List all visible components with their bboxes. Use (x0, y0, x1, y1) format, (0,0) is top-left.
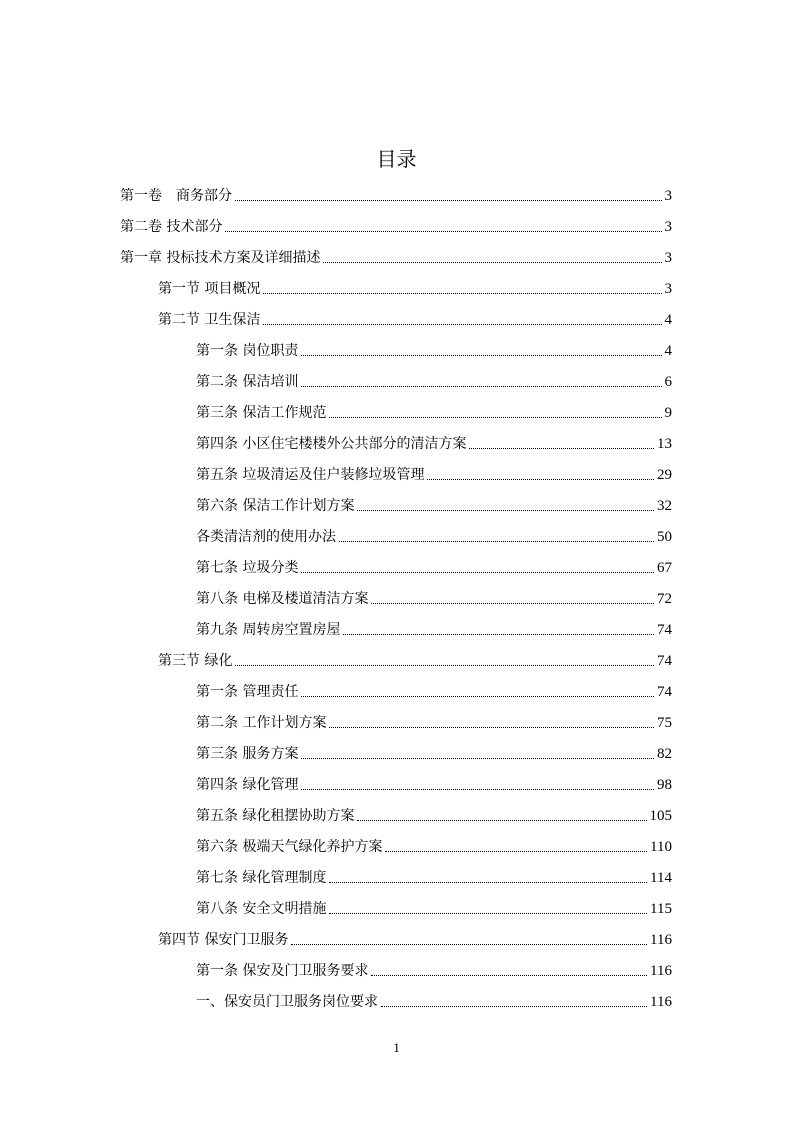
toc-entry[interactable] (196, 366, 672, 392)
toc-entry-label: 第九条 周转房空置房屋 (196, 622, 341, 638)
toc-entry-page: 74 (657, 684, 672, 700)
toc-entry-page: 3 (664, 281, 672, 297)
page-number: 1 (393, 1040, 400, 1055)
toc-dot-leader (263, 324, 661, 325)
toc-entry[interactable] (196, 831, 672, 857)
toc-entry-page: 29 (657, 467, 672, 483)
toc-entry-page: 116 (650, 994, 672, 1010)
toc-entry-label: 第四条 绿化管理 (196, 777, 299, 793)
toc-entry-label: 第七条 垃圾分类 (196, 560, 299, 576)
toc-entry-page: 116 (650, 963, 672, 979)
toc-entry-page: 75 (657, 715, 672, 731)
toc-entry-label: 第一卷 商务部分 (120, 188, 232, 204)
toc-entry-page: 4 (664, 343, 672, 359)
toc-entry-label: 第三条 保洁工作规范 (196, 405, 327, 421)
toc-entry-label: 第三条 服务方案 (196, 746, 299, 762)
toc-dot-leader (301, 758, 654, 759)
toc-entry-label: 第四节 保安门卫服务 (158, 932, 289, 948)
toc-entry[interactable] (196, 459, 672, 485)
toc-entry-label: 第八条 电梯及楼道清洁方案 (196, 591, 369, 607)
toc-entry-label: 第三节 绿化 (158, 653, 233, 669)
toc-entry-label: 第五条 绿化租摆协助方案 (196, 808, 355, 824)
toc-entry[interactable] (120, 242, 672, 268)
toc-entry[interactable] (196, 428, 672, 454)
toc-entry-page: 98 (657, 777, 672, 793)
toc-dot-leader (301, 696, 654, 697)
toc-entry-label: 第一章 投标技术方案及详细描述 (120, 250, 321, 266)
toc-entry[interactable] (196, 676, 672, 702)
toc-dot-leader (339, 541, 654, 542)
toc-entry-page: 114 (650, 870, 672, 886)
toc-dot-leader (301, 572, 654, 573)
toc-entry-label: 第二节 卫生保洁 (158, 312, 261, 328)
toc-entry[interactable] (158, 273, 672, 299)
toc-entry-label: 第五条 垃圾清运及住户装修垃圾管理 (196, 467, 425, 483)
toc-entry-page: 13 (657, 436, 672, 452)
toc-entry-page: 82 (657, 746, 672, 762)
toc-dot-leader (235, 200, 662, 201)
toc-entry-label: 第六条 保洁工作计划方案 (196, 498, 355, 514)
toc-entry-page: 110 (650, 839, 672, 855)
toc-entry[interactable] (158, 645, 672, 671)
toc-dot-leader (357, 510, 654, 511)
toc-entry-page: 6 (664, 374, 672, 390)
toc-entry-page: 116 (650, 932, 672, 948)
toc-entry-label: 第六条 极端天气绿化养护方案 (196, 839, 383, 855)
toc-entry-label: 各类清洁剂的使用办法 (196, 529, 336, 545)
toc-entry[interactable] (196, 955, 672, 981)
toc-entry-page: 32 (657, 498, 672, 514)
toc-dot-leader (385, 851, 647, 852)
toc-entry-page: 3 (664, 188, 672, 204)
toc-dot-leader (329, 913, 647, 914)
toc-dot-leader (291, 944, 647, 945)
toc-entry-label: 第一条 岗位职责 (196, 343, 299, 359)
toc-dot-leader (381, 1006, 647, 1007)
toc-dot-leader (323, 262, 661, 263)
toc-entry-page: 50 (657, 529, 672, 545)
toc-entry-label: 第一条 保安及门卫服务要求 (196, 963, 369, 979)
toc-dot-leader (469, 448, 654, 449)
toc-dot-leader (329, 727, 654, 728)
toc-entry[interactable] (196, 335, 672, 361)
toc-entry-label: 第四条 小区住宅楼楼外公共部分的清洁方案 (196, 436, 467, 452)
toc-entry[interactable] (196, 583, 672, 609)
toc-entry-page: 105 (649, 808, 672, 824)
toc-dot-leader (427, 479, 654, 480)
toc-entry-page: 3 (664, 250, 672, 266)
toc-entry-page: 74 (657, 622, 672, 638)
toc-entry-label: 第七条 绿化管理制度 (196, 870, 327, 886)
toc-entry[interactable] (158, 924, 672, 950)
toc-dot-leader (301, 355, 661, 356)
toc-entry-label: 一、保安员门卫服务岗位要求 (196, 994, 378, 1010)
toc-entry-page: 72 (657, 591, 672, 607)
toc-entry-page: 67 (657, 560, 672, 576)
toc-entry-label: 第一节 项目概况 (158, 281, 261, 297)
toc-dot-leader (329, 882, 647, 883)
toc-entry-page: 4 (664, 312, 672, 328)
toc-entry-label: 第二条 工作计划方案 (196, 715, 327, 731)
toc-entry[interactable] (196, 769, 672, 795)
toc-entry-label: 第一条 管理责任 (196, 684, 299, 700)
toc-dot-leader (301, 386, 661, 387)
toc-entry[interactable] (196, 397, 672, 423)
toc-dot-leader (235, 665, 654, 666)
toc-entry[interactable] (120, 211, 672, 237)
toc-entry[interactable] (196, 986, 672, 1012)
toc-entry[interactable] (196, 490, 672, 516)
toc-entry-label: 第二卷 技术部分 (120, 219, 223, 235)
toc-entry-label: 第二条 保洁培训 (196, 374, 299, 390)
toc-entry-page: 9 (664, 405, 672, 421)
toc-dot-leader (371, 975, 647, 976)
toc-dot-leader (371, 603, 654, 604)
toc-entry[interactable] (196, 552, 672, 578)
toc-entry-page: 3 (664, 219, 672, 235)
toc-entry[interactable] (196, 862, 672, 888)
page-title: 目录 (376, 147, 417, 171)
toc-entry[interactable] (158, 304, 672, 330)
toc-dot-leader (329, 417, 661, 418)
toc-entry-label: 第八条 安全文明措施 (196, 901, 327, 917)
toc-dot-leader (301, 789, 654, 790)
toc-dot-leader (225, 231, 661, 232)
toc-entry[interactable] (196, 800, 672, 826)
toc-entry[interactable] (120, 180, 672, 206)
toc-entry-page: 115 (650, 901, 672, 917)
toc-entry-page: 74 (657, 653, 672, 669)
toc-dot-leader (343, 634, 654, 635)
toc-entry[interactable] (196, 738, 672, 764)
toc-entry[interactable] (196, 893, 672, 919)
toc-entry[interactable] (196, 521, 672, 547)
toc-entry[interactable] (196, 707, 672, 733)
toc-dot-leader (357, 820, 646, 821)
toc-dot-leader (263, 293, 661, 294)
toc-entry[interactable] (196, 614, 672, 640)
